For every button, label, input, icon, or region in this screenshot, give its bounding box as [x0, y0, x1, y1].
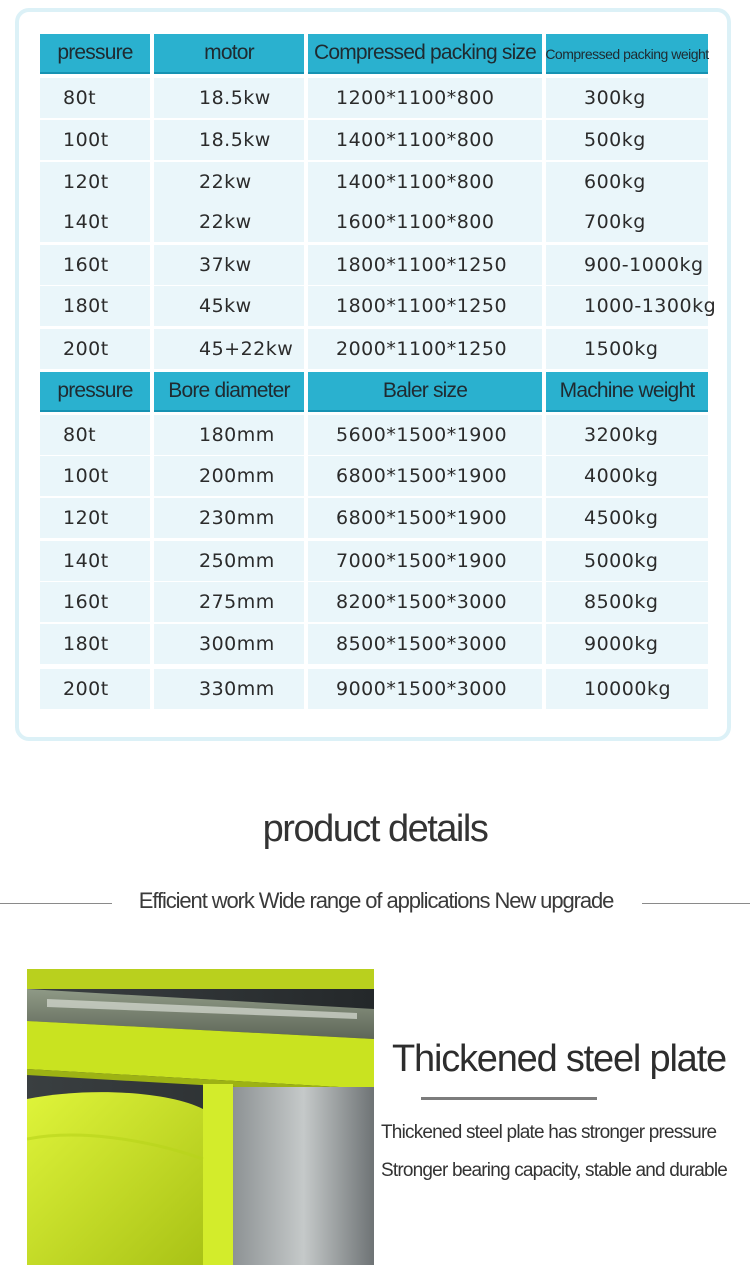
subtitle-row [0, 886, 750, 920]
table-cell: 300kg [546, 78, 708, 118]
table-cell: 1800*1100*1250 [308, 245, 542, 285]
table-cell: 18.5kw [154, 120, 304, 160]
table-cell: 120t [40, 162, 150, 202]
divider [421, 1097, 597, 1100]
table-cell: 180mm [154, 415, 304, 455]
table-cell: 1600*1100*800 [308, 202, 542, 242]
table-cell: 140t [40, 202, 150, 242]
header-cell: Machine weight [546, 372, 708, 412]
section-title: product details [262, 808, 488, 850]
divider [0, 903, 112, 904]
table-cell: 37kw [154, 245, 304, 285]
table-row [40, 329, 710, 369]
table-cell: 22kw [154, 202, 304, 242]
table-cell: 1000-1300kg [546, 286, 708, 326]
table-cell: 10000kg [546, 669, 708, 709]
table-row [40, 162, 710, 202]
table-cell: 200t [40, 329, 150, 369]
table-cell: 1800*1100*1250 [308, 286, 542, 326]
table-cell: 4000kg [546, 456, 708, 496]
table-cell: 900-1000kg [546, 245, 708, 285]
table-cell: 1400*1100*800 [308, 120, 542, 160]
table-header-row [40, 372, 710, 412]
table-cell: 80t [40, 78, 150, 118]
table-row [40, 78, 710, 118]
table-cell: 700kg [546, 202, 708, 242]
table-cell: 8500*1500*3000 [308, 624, 542, 664]
table-cell: 300mm [154, 624, 304, 664]
table-row [40, 541, 710, 581]
table-cell: 180t [40, 624, 150, 664]
table-row [40, 669, 710, 709]
table-cell: 200mm [154, 456, 304, 496]
table-cell: 230mm [154, 498, 304, 538]
table-cell: 160t [40, 582, 150, 622]
table-cell: 18.5kw [154, 78, 304, 118]
feature-title: Thickened steel plate [392, 1038, 726, 1080]
table-cell: 4500kg [546, 498, 708, 538]
section-subtitle: Efficient work Wide range of applications New upgrade [138, 888, 614, 913]
header-cell: pressure [40, 372, 150, 412]
table-cell: 120t [40, 498, 150, 538]
header-cell: motor [154, 34, 304, 74]
table-cell: 6800*1500*1900 [308, 456, 542, 496]
table-cell: 200t [40, 669, 150, 709]
table-row [40, 202, 710, 242]
table-row [40, 498, 710, 538]
table-row [40, 582, 710, 622]
header-cell: Compressed packing weight [546, 34, 708, 74]
table-row [40, 120, 710, 160]
table-row [40, 286, 717, 326]
table-cell: 600kg [546, 162, 708, 202]
table-cell: 3200kg [546, 415, 708, 455]
table-cell: 275mm [154, 582, 304, 622]
table-cell: 80t [40, 415, 150, 455]
header-cell: Bore diameter [154, 372, 304, 412]
header-cell: pressure [40, 34, 150, 74]
table-cell: 9000kg [546, 624, 708, 664]
table-row [40, 456, 710, 496]
table-cell: 5600*1500*1900 [308, 415, 542, 455]
table-cell: 330mm [154, 669, 304, 709]
table-cell: 45kw [154, 286, 304, 326]
table-row [40, 415, 710, 455]
table-cell: 7000*1500*1900 [308, 541, 542, 581]
table-cell: 45+22kw [154, 329, 304, 369]
table-cell: 1400*1100*800 [308, 162, 542, 202]
table-cell: 250mm [154, 541, 304, 581]
table-cell: 8200*1500*3000 [308, 582, 542, 622]
table-row [40, 624, 710, 664]
table-cell: 9000*1500*3000 [308, 669, 542, 709]
table-cell: 1200*1100*800 [308, 78, 542, 118]
steel-plate-photo [27, 969, 374, 1265]
table-cell: 180t [40, 286, 150, 326]
table-cell: 100t [40, 120, 150, 160]
header-cell: Compressed packing size [308, 34, 542, 74]
table-row [40, 245, 710, 285]
table-cell: 22kw [154, 162, 304, 202]
table-cell: 160t [40, 245, 150, 285]
table-cell: 6800*1500*1900 [308, 498, 542, 538]
header-cell: Baler size [308, 372, 542, 412]
table-cell: 1500kg [546, 329, 708, 369]
table-cell: 8500kg [546, 582, 708, 622]
table-header-row [40, 34, 710, 74]
table-cell: 2000*1100*1250 [308, 329, 542, 369]
feature-description: Stronger bearing capacity, stable and durable [381, 1160, 728, 1181]
table-cell: 5000kg [546, 541, 708, 581]
divider [642, 903, 750, 904]
table-cell: 140t [40, 541, 150, 581]
table-cell: 100t [40, 456, 150, 496]
feature-description: Thickened steel plate has stronger pressure [381, 1122, 717, 1143]
table-cell: 500kg [546, 120, 708, 160]
